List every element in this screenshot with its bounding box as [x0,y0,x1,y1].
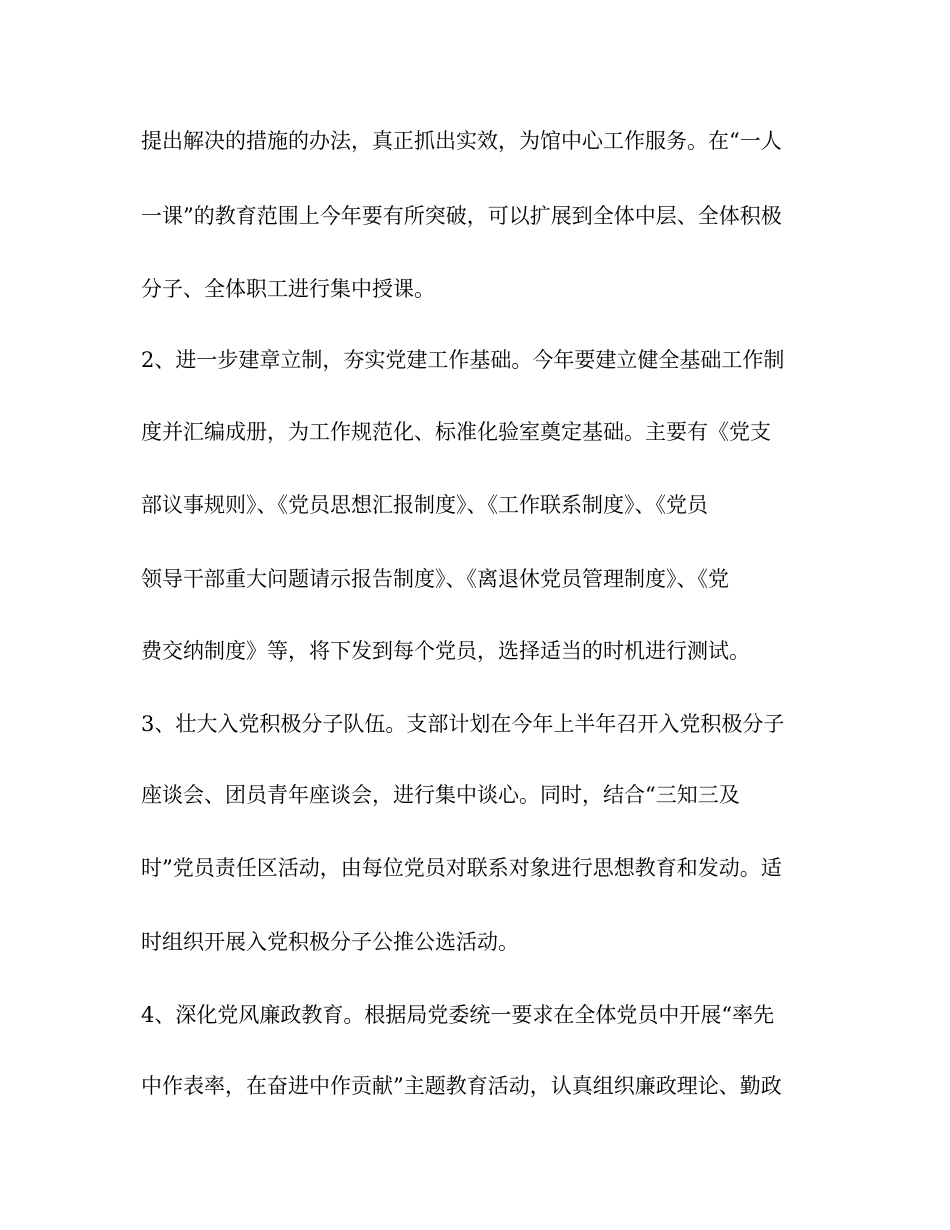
text-line: 度并汇编成册，为工作规范化、标准化验室奠定基础。主要有《党支 [141,420,771,444]
text-line: 座谈会、团员青年座谈会，进行集中谈心。同时，结合“三知三及 [141,783,740,807]
text-line: 提出解决的措施的办法，真正抓出实效，为馆中心工作服务。在“一人 [141,129,782,153]
text-line: 一课”的教育范围上今年要有所突破，可以扩展到全体中层、全体积极 [141,204,782,228]
text-line: 领导干部重大问题请示报告制度》、《离退休党员管理制度》、《党 [141,567,729,591]
text-line: 费交纳制度》等，将下发到每个党员，选择适当的时机进行测试。 [141,639,750,663]
text-line: 中作表率，在奋进中作贡献”主题教育活动，认真组织廉政理论、勤政 [141,1074,782,1098]
text-line: 3、壮大入党积极分子队伍。支部计划在今年上半年召开入党积极分子 [141,712,785,736]
text-line: 4、深化党风廉政教育。根据局党委统一要求在全体党员中开展“率先 [141,1003,775,1027]
text-line: 部议事规则》、《党员思想汇报制度》、《工作联系制度》、《党员 [141,493,708,517]
text-line: 2、进一步建章立制，夯实党建工作基础。今年要建立健全基础工作制 [141,348,785,372]
text-line: 时组织开展入党积极分子公推公选活动。 [141,930,519,954]
text-line: 时”党员责任区活动，由每位党员对联系对象进行思想教育和发动。适 [141,856,782,880]
text-line: 分子、全体职工进行集中授课。 [141,277,435,301]
